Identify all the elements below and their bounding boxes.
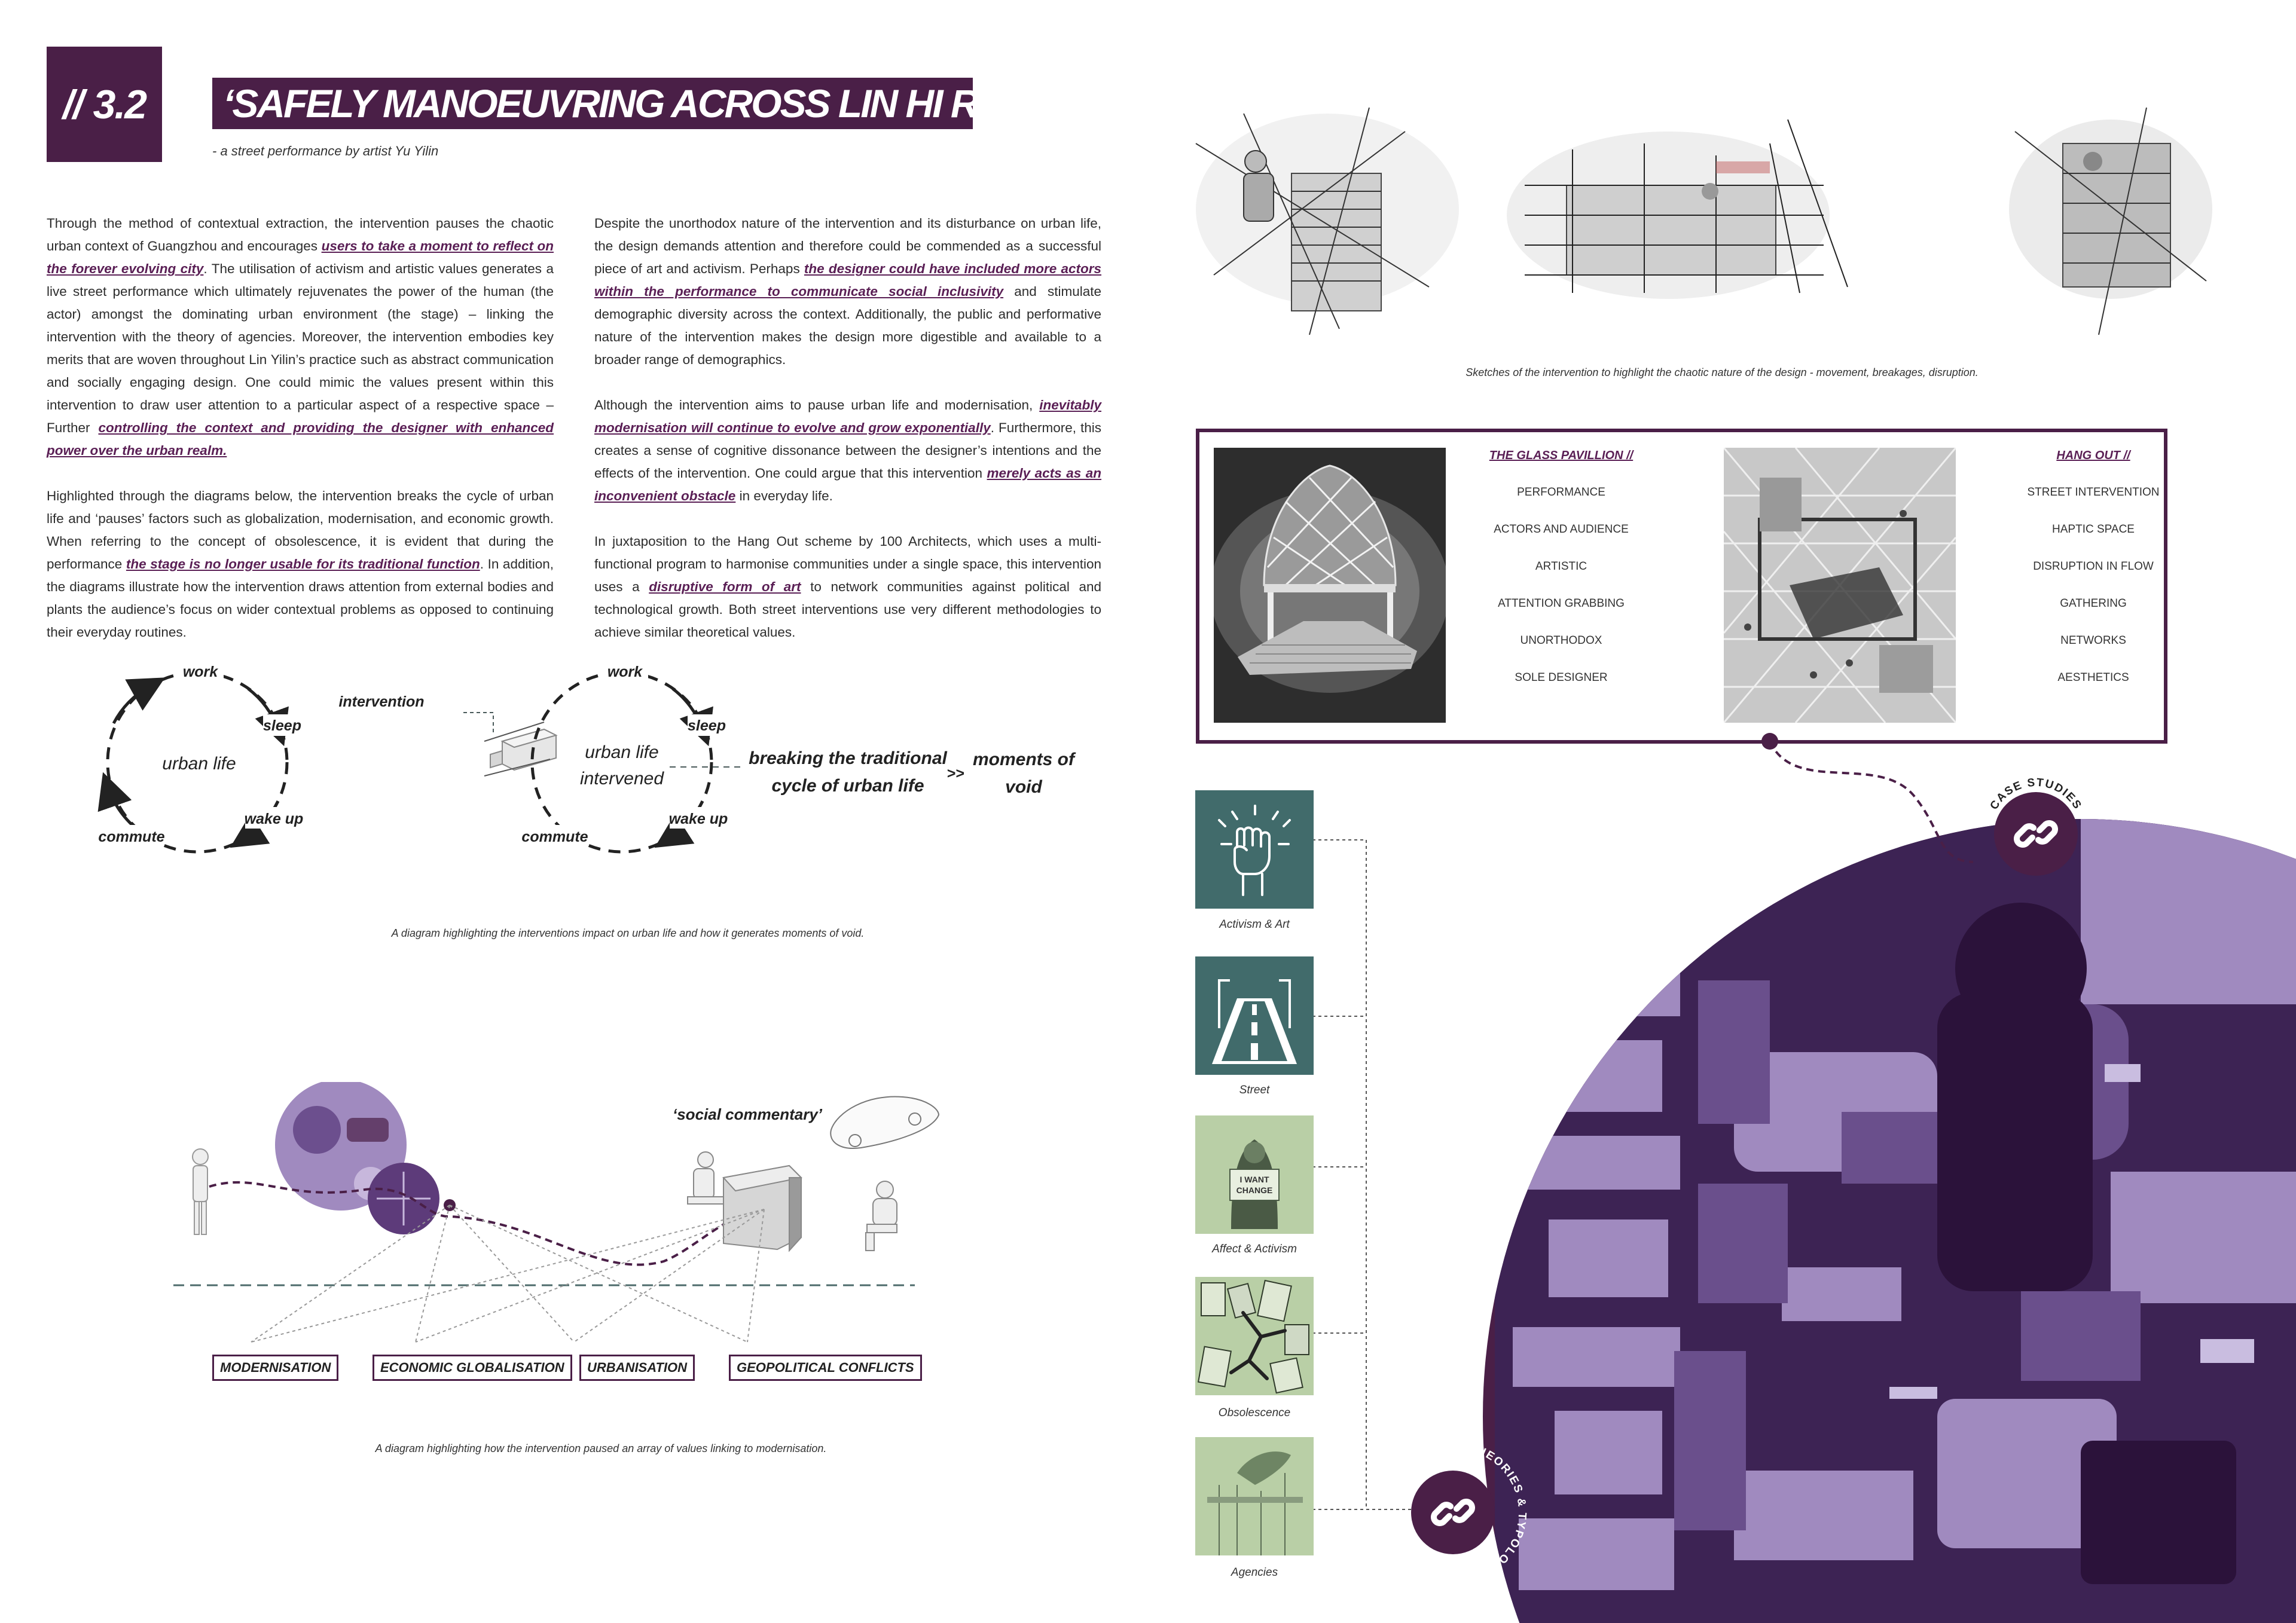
text-run: . In addition, the diagrams illustrate how the intervention draws attention from external bodies and plants the audience’s focus on wider contextual problems as opposed to continuing their everyday routines. [47, 557, 554, 640]
car-icon [831, 1096, 939, 1148]
affect-activism-tile[interactable] [1195, 1115, 1314, 1234]
text-run: . Furthermore, this creates a sense of cognitive dissonance between the designer’s intentions and the effects of the intervention. One could argue that this intervention [594, 420, 1101, 481]
double-arrow-glyph: >> [947, 765, 964, 782]
glass-pavilion-image [1214, 448, 1446, 723]
cycle-2-wakeup-label: wake up [668, 811, 728, 827]
highlight-text: the designer could have included more actors within the performance to communicate social inclusivity [594, 261, 1102, 299]
intervention-sketches [1190, 96, 2212, 353]
tag-modernisation: MODERNISATION [212, 1355, 338, 1381]
hang-item-1: STREET INTERVENTION [2027, 486, 2160, 499]
glass-item-4: ATTENTION GRABBING [1498, 597, 1625, 610]
case-studies-panel [1196, 429, 2167, 744]
page-subtitle: - a street performance by artist Yu Yilin [212, 143, 439, 158]
case-studies-badge-label [1976, 768, 2096, 834]
remote-control-collage-icon [275, 1082, 439, 1234]
hang-out-heading: HANG OUT // [2056, 449, 2130, 462]
section-number-badge: // 3.2 [47, 47, 162, 162]
theories-badge-label [1444, 1435, 1546, 1590]
text-run: Despite the unorthodox nature of the intervention and its disturbance on urban life, the design demands attention and therefore could be commended as a successful piece of art and activism. Perhaps [594, 216, 1101, 276]
hang-item-6: AESTHETICS [2057, 671, 2129, 684]
text-run: Although the intervention aims to pause urban life and modernisation, [594, 398, 1040, 412]
affect-activism-label: Affect & Activism [1212, 1243, 1297, 1255]
poster-text-line-2: CHANGE [1236, 1185, 1273, 1195]
social-commentary-label: ‘social commentary’ [673, 1105, 822, 1123]
sketch-1 [1196, 108, 1459, 335]
cycle-diagram-caption: A diagram highlighting the interventions impact on urban life and how it generates moments of void. [391, 927, 865, 939]
text-run: and stimulate demographic diversity across the context. Additionally, the public and performative nature of the intervention makes the design more digestible and available to a broader range of demographics. [594, 284, 1101, 367]
text-run: in everyday life. [735, 488, 833, 503]
tag-geopolitical-conflicts: GEOPOLITICAL CONFLICTS [729, 1355, 922, 1381]
cycle-1-sleep-label: sleep [263, 717, 301, 734]
sketch-2 [1507, 120, 1848, 299]
standing-person-icon [193, 1149, 208, 1234]
text-run: . The utilisation of activism and artistic values generates a live street performance which ultimately rejuvenates the power of the human (the actor) amongst the dominating urban environment (the stage) – linking the intervention with the theory of agencies. Moreover, the intervention embodies key merits that are woven throughout Lin Yilin’s practice such as abstract communication and socially engaging design. One could mimic the values present within this intervention to draw user attention to a particular aspect of a respective space – Further [47, 261, 554, 435]
hang-item-4: GATHERING [2060, 597, 2127, 610]
left-paragraph-2 [47, 485, 554, 644]
tag-economic-globalisation: ECONOMIC GLOBALISATION [373, 1355, 572, 1381]
text-run: to network communities against political and technological growth. Both street interventions use very different methodologies to achieve similar theoretical values. [594, 579, 1101, 640]
right-paragraph-3 [594, 530, 1101, 644]
glass-item-1: PERFORMANCE [1517, 486, 1605, 499]
svg-text:CASE STUDIES [1987, 777, 2084, 812]
obsolescence-tile[interactable] [1195, 1277, 1314, 1395]
hang-item-3: DISRUPTION IN FLOW [2033, 560, 2154, 573]
left-column-text [47, 212, 554, 644]
highlight-text: controlling the context and providing the designer with enhanced power over the urban realm. [47, 420, 554, 458]
glass-item-3: ARTISTIC [1535, 560, 1587, 573]
text-run: In juxtaposition to the Hang Out scheme by 100 Architects, which uses a multi-functional program to harmonise communities under a single space, this intervention uses a [594, 534, 1101, 594]
highlight-text: the stage is no longer usable for its traditional function [126, 557, 480, 571]
cycle-2-sleep-label: sleep [688, 717, 726, 734]
glass-pavilion-heading: THE GLASS PAVILLION // [1489, 449, 1634, 462]
urban-life-cycle-diagram [72, 646, 1148, 885]
tag-urbanisation: URBANISATION [579, 1355, 695, 1381]
tiles-connector-bracket [1312, 837, 1450, 1518]
street-label: Street [1239, 1084, 1270, 1096]
cycle-2-work-label: work [607, 664, 643, 680]
cycle-2-center-line-2: intervened [579, 769, 664, 788]
poster-text-line-1: I WANT [1239, 1175, 1269, 1184]
intervention-label: intervention [338, 693, 425, 710]
values-diagram-caption: A diagram highlighting how the intervention paused an array of values linking to modernisation. [375, 1442, 827, 1454]
text-run: Highlighted through the diagrams below, the intervention breaks the cycle of urban life and ‘pauses’ factors such as globalization, modernisation, and economic growth. When referring to the concept of obsolescence, it is evident that during the performance [47, 488, 554, 571]
activism-art-label: Activism & Art [1219, 918, 1290, 931]
moments-of-void-line-2: void [1005, 777, 1042, 797]
intervention-block-icon [484, 722, 556, 776]
moments-of-void-line-1: moments of [972, 750, 1075, 769]
modernisation-values-diagram [167, 1082, 987, 1357]
highlight-text: disruptive form of art [649, 579, 801, 594]
crouching-photographer-icon [866, 1181, 897, 1251]
glass-item-6: SOLE DESIGNER [1515, 671, 1608, 684]
case-studies-arc-text: CASE STUDIES [1987, 776, 2084, 812]
collage-circle-artwork [1423, 813, 2296, 1623]
sketch-3 [2009, 108, 2212, 335]
cycle-1-wakeup-label: wake up [244, 811, 304, 827]
cycle-1-work-label: work [182, 664, 218, 680]
hang-item-2: HAPTIC SPACE [2052, 523, 2135, 536]
text-run: Through the method of contextual extraction, the intervention pauses the chaotic urban context of Guangzhou and encourages [47, 216, 554, 253]
cycle-1-commute-label: commute [98, 829, 165, 845]
obsolescence-label: Obsolescence [1218, 1407, 1291, 1419]
cycle-1-center-label: urban life [162, 754, 236, 774]
street-tile[interactable] [1195, 956, 1314, 1075]
activism-art-tile[interactable] [1195, 790, 1314, 909]
highlight-text: users to take a moment to reflect on the forever evolving city [47, 239, 554, 276]
breaking-cycle-line-2: cycle of urban life [771, 776, 924, 796]
right-paragraph-1 [594, 212, 1101, 371]
right-paragraph-2 [594, 394, 1101, 508]
highlight-text: inevitably modernisation will continue to evolve and grow exponentially [594, 398, 1101, 435]
highlight-text: merely acts as an inconvenient obstacle [594, 466, 1102, 503]
hang-item-5: NETWORKS [2060, 634, 2126, 647]
cycle-2-commute-label: commute [521, 829, 588, 845]
hang-out-image [1724, 448, 1956, 723]
agencies-label: Agencies [1231, 1566, 1278, 1579]
right-column-text [594, 212, 1101, 644]
svg-text:THEORIES & TYPOLOGIES [1468, 1441, 1528, 1583]
agencies-tile[interactable] [1195, 1437, 1314, 1555]
page-title: ‘SAFELY MANOEUVRING ACROSS LIN HI ROAD’ [212, 78, 973, 129]
left-paragraph-1 [47, 212, 554, 462]
breaking-cycle-line-1: breaking the traditional [749, 748, 947, 768]
glass-item-5: UNORTHODOX [1520, 634, 1602, 647]
sketches-caption: Sketches of the intervention to highlight the chaotic nature of the design - movement, breakages, disruption. [1465, 366, 1979, 378]
glass-item-2: ACTORS AND AUDIENCE [1494, 523, 1629, 536]
theories-arc-text: THEORIES & TYPOLOGIES [1467, 1441, 1529, 1584]
cycle-2-center-line-1: urban life [585, 742, 659, 762]
